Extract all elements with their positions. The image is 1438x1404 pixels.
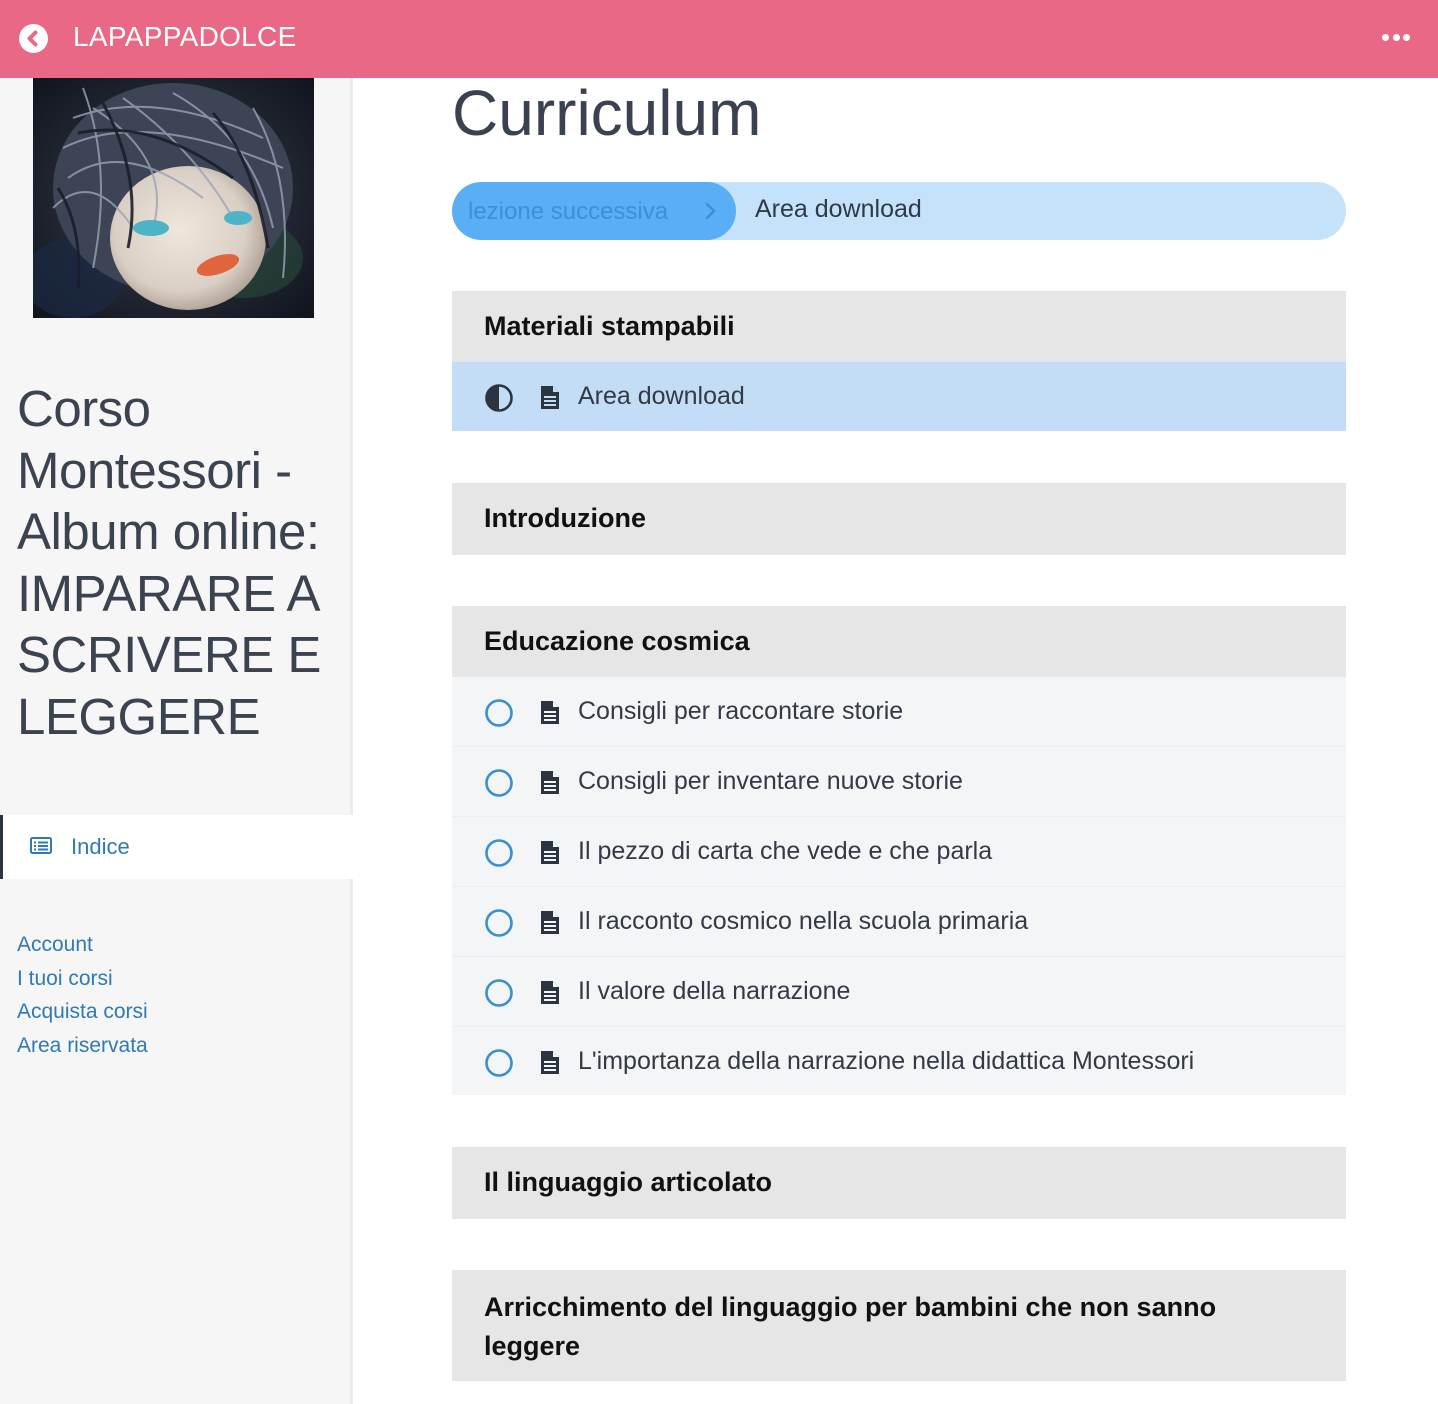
lesson-row[interactable]	[452, 362, 1346, 431]
lesson-title: Consigli per raccontare storie	[578, 697, 904, 725]
document-icon	[540, 700, 560, 730]
sidebar	[0, 78, 353, 1404]
document-icon	[540, 385, 560, 415]
document-icon	[540, 980, 560, 1010]
list-icon	[30, 837, 52, 859]
lesson-title: Il pezzo di carta che vede e che parla	[578, 837, 993, 865]
page-title: Curriculum	[452, 77, 762, 149]
lesson-title: Area download	[578, 382, 745, 410]
sidebar-item-index[interactable]	[0, 815, 353, 879]
chevron-right-icon	[704, 201, 718, 226]
not-started-circle-icon	[484, 978, 514, 1013]
document-icon	[540, 770, 560, 800]
document-icon	[540, 910, 560, 940]
document-icon	[540, 840, 560, 870]
brand-link[interactable]: LAPAPPADOLCE	[73, 21, 297, 52]
top-bar	[0, 0, 1438, 78]
half-complete-icon	[484, 383, 514, 418]
sidebar-links	[17, 928, 148, 1063]
section-title: Introduzione	[484, 503, 646, 533]
section-header	[452, 483, 1346, 555]
section-title: Materiali stampabili	[484, 311, 735, 341]
next-lesson-bar	[452, 182, 1346, 240]
not-started-circle-icon	[484, 838, 514, 873]
not-started-circle-icon	[484, 768, 514, 803]
link-account[interactable]: Account	[17, 933, 93, 956]
not-started-circle-icon	[484, 1048, 514, 1083]
lesson-row[interactable]	[452, 817, 1346, 887]
section-header	[452, 291, 1346, 362]
section-title: Arricchimento del linguaggio per bambini che non sanno leggere	[484, 1292, 1217, 1361]
link-buy-courses[interactable]: Acquista corsi	[17, 1000, 148, 1024]
lesson-row[interactable]	[452, 1027, 1346, 1095]
lesson-row[interactable]	[452, 957, 1346, 1027]
link-reserved-area[interactable]: Area riservata	[17, 1034, 148, 1058]
more-dots-icon[interactable]	[1382, 30, 1410, 44]
next-lesson-button[interactable]	[452, 182, 736, 240]
section-header	[452, 1270, 1346, 1381]
section-title: Educazione cosmica	[484, 626, 750, 656]
document-icon	[540, 1050, 560, 1080]
lesson-row[interactable]	[452, 747, 1346, 817]
sidebar-item-label: Indice	[71, 834, 130, 859]
not-started-circle-icon	[484, 698, 514, 733]
lesson-title: L'importanza della narrazione nella didattica Montessori	[578, 1047, 1195, 1075]
section-header	[452, 1147, 1346, 1219]
next-lesson-target[interactable]: Area download	[755, 195, 922, 223]
lesson-title: Consigli per inventare nuove storie	[578, 767, 963, 795]
lesson-row[interactable]	[452, 677, 1346, 747]
back-arrow-icon[interactable]	[19, 24, 48, 53]
course-title: Corso Montessori - Album online: IMPARARE A SCRIVERE E LEGGERE	[17, 380, 321, 745]
section-header	[452, 606, 1346, 677]
not-started-circle-icon	[484, 908, 514, 943]
next-lesson-label: lezione successiva	[468, 198, 669, 225]
lesson-title: Il racconto cosmico nella scuola primaria	[578, 907, 1029, 935]
link-my-courses[interactable]: I tuoi corsi	[17, 966, 113, 990]
course-cover-image	[33, 78, 314, 318]
lesson-title: Il valore della narrazione	[578, 977, 851, 1005]
section-title: Il linguaggio articolato	[484, 1167, 773, 1197]
lesson-row[interactable]	[452, 887, 1346, 957]
